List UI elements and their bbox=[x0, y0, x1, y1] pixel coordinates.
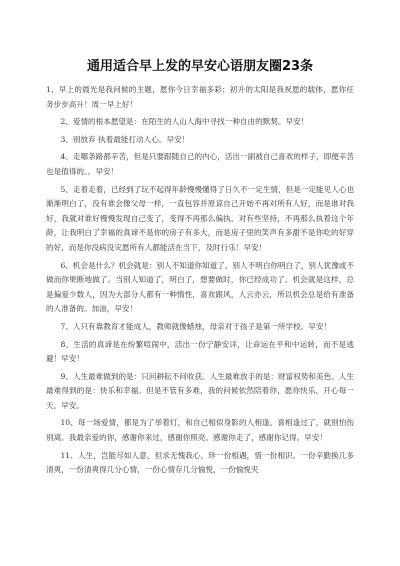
paragraph-item: 5、走着走着，已经到了玩不起得年龄慢慢懂得了日久不一定生情，但是一定能见人心也渐渐明白了，没有谁会像父母一样，一直包容并原谅自己开始不再对所有人好，而是谁对我好，我就对谁好慢慢发现自己变了，变得不再那么偏执，对有些坚持，不再那么执着这个年龄，让我明白了幸福的真谛不是你的房子有多大，而是房子里的笑声有多甜不是你吃的好穿的好，而是你没病没灾愿所有人都能活在当下，及时行乐！早安！ bbox=[46, 184, 354, 252]
paragraph-item: 3、别放弃 执着最能打动人心。早安！ bbox=[60, 134, 190, 144]
paragraph-item: 7、人只有靠教育才能成人，教师就像蜡烛，母亲对于孩子是第一所学校。早安！ bbox=[60, 321, 332, 331]
paragraph-item: 9、人生最难做到的是：只问耕耘不问收获。人生最难放手的是：财富权势和美色。人生最难得到的是：快乐和幸福。但是不管有多难，我的问候依然陪着你，愿你快乐，开心每一天，早安。 bbox=[46, 371, 354, 410]
paragraph-item: 6、机会是什么？机会就是：别人不知道你知道了，别人不明白你明白了，别人犹豫或不做而你果断地做了。当别人知道了，明白了，想要做时，你已经成功了。机会就是这样，总是偏爱少数人，因为大部分人都有一种惰性，喜欢跟风，人云亦云，所以机会总是给有准备的人准备的。加油，早安！ bbox=[46, 260, 354, 314]
paragraph-item: 8、生活的真谛是在纷繁喧闹中，活出一份宁静安详，让命运在平和中运转，而不是逃避！早安！ bbox=[46, 339, 354, 364]
paragraph-list bbox=[46, 83, 354, 478]
document-title: 通用适合早上发的早安心语朋友圈23条 bbox=[86, 59, 314, 74]
paragraph-item: 11、人生，岂能尽如人意，但求无愧我心，珍一份相遇，惜一份相识。一份辛勤换几多清爽，一份清爽得几分心情，一份心情存几分愉悦，一份愉悦夹 bbox=[46, 450, 354, 475]
paragraph-item: 4、走哪条路都辛苦，但是只要跟随自己的内心，活出一副被自己喜欢的样子，即便辛苦也是值得的。。早安！ bbox=[46, 152, 354, 176]
paragraph-item: 2、爱情的根本愿望是：在陌生的人山人海中寻找一种自由的默契。早安！ bbox=[60, 117, 309, 127]
paragraph-item: 10、每一场爱情，都是为了举着灯，和自己相似身影的人相逢。喜相逢过了，就别怕伤别离。我最亲爱的你，感谢你来过，感谢你照亮。感谢你走了，感谢你记得。早安！ bbox=[46, 418, 354, 443]
paragraph-item: 1、早上的晨光是我问候的主题，愿你今日幸福多彩；初升的太阳是我祝愿的载体，愿你任务步步高升！周一早上好！ bbox=[46, 85, 354, 109]
